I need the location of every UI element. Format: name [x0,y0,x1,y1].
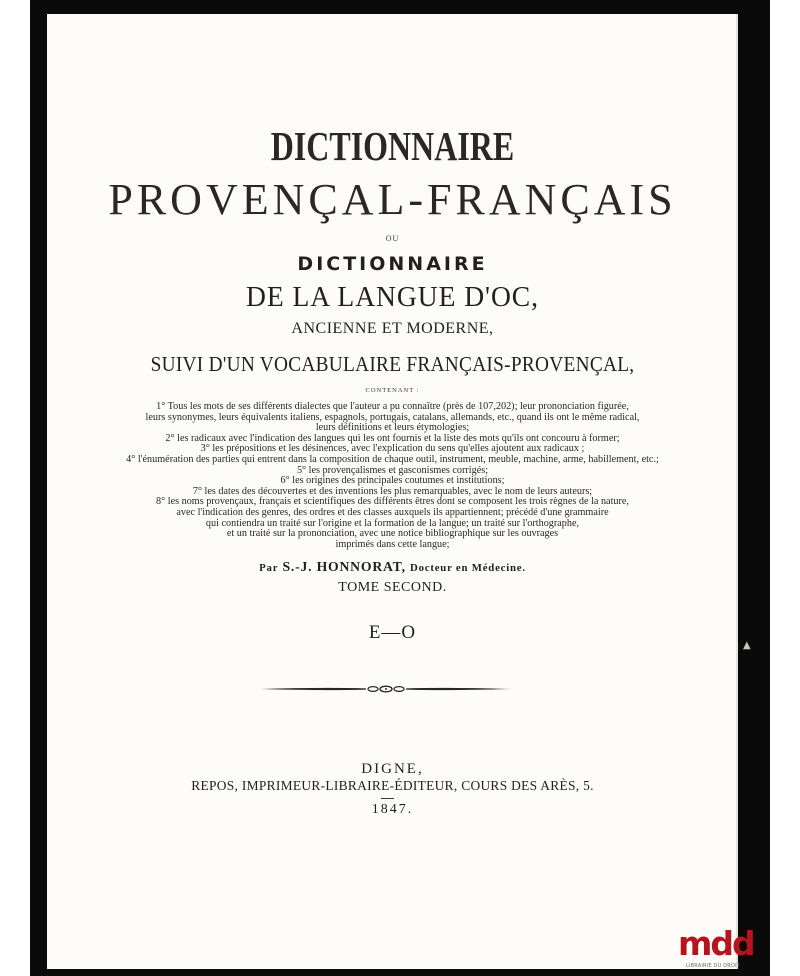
contents-line: avec l'indication des genres, des ordres et des classes auxquels ils appartiennent; précédé d'une grammaire [176,506,609,518]
mdd-logo: mdd [678,924,754,963]
author-par: Par [259,562,279,574]
ornament-rule [261,685,511,693]
mdd-logo-subtitle: LIBRAIRIE DU DROIT [685,963,741,969]
contents-line: 4° l'énumération des parties qui entrent dans la composition de chaque outil, instrument, meuble, machine, arme, habillement, etc.; [126,453,659,465]
contents-line: 7° les dates des découvertes et des inventions les plus remarquables, avec le nom de leurs auteurs; [192,485,593,497]
contents-line: 8° les noms provençaux, français et scientifiques des différents êtres dont se composent les trois règnes de la nature, [156,496,629,508]
secondary-title: DICTIONNAIRE [297,253,488,275]
subtitle-provencal-francais: PROVENÇAL-FRANÇAIS [108,175,677,224]
contenant-label: CONTENANT : [365,387,420,394]
volume-label: TOME SECOND. [338,580,447,595]
contents-line: qui contiendra un traité sur l'origine et la formation de la langue; un traité sur l'orthographe, [205,517,580,529]
title-page [47,14,738,969]
author-line [54,560,731,576]
imprint-year: 1847. [371,802,414,817]
main-title: DICTIONNAIRE [270,123,515,169]
letter-range: E—O [368,622,417,643]
ancienne-moderne: ANCIENNE ET MODERNE, [291,320,494,337]
contents-line: et un traité sur la prononciation, avec une notice bibliographique sur les ouvrages [226,528,559,540]
contents-line: 3° les prépositions et les désinences, avec l'explication du sens qu'elles ajoutent aux radicaux ; [200,443,585,455]
contents-line: leurs synonymes, leurs équivalents italiens, espagnols, portugais, catalans, allemands, etc., quand ils ont le même radical, [145,411,640,423]
author-name: S.-J. HONNORAT, [282,560,406,575]
page-edge-chevron-icon: ▲ [743,640,751,651]
contents-list [47,402,738,550]
author-role: Docteur en Médecine. [410,562,526,574]
vocabulaire-title: SUIVI D'UN VOCABULAIRE FRANÇAIS-PROVENÇAL, [150,352,635,376]
langue-doc-title: DE LA LANGUE D'OC, [246,281,539,313]
contents-line: imprimés dans cette langue; [335,538,450,550]
contents-line: leurs définitions et leurs étymologies; [315,422,470,434]
imprint-city: DIGNE, [361,761,424,777]
contents-line: 1° Tous les mots de ses différents dialectes que l'auteur a pu connaître (près de 107,202); leur prononciation figurée, [156,401,629,412]
contents-line: 5° les provençalismes et gasconismes corrigés; [296,464,489,476]
contents-line: 2° les radicaux avec l'indication des langues qui les ont fournis et la liste des mots qu'ils ont concouru à former; [165,432,620,444]
conjunction-ou: OU [385,234,400,243]
imprint-rule [381,798,394,799]
contents-line: 6° les origines des principales coutumes et institutions; [280,475,505,487]
imprint-printer: REPOS, IMPRIMEUR-LIBRAIRE-ÉDITEUR, COURS DES ARÈS, 5. [191,779,594,794]
